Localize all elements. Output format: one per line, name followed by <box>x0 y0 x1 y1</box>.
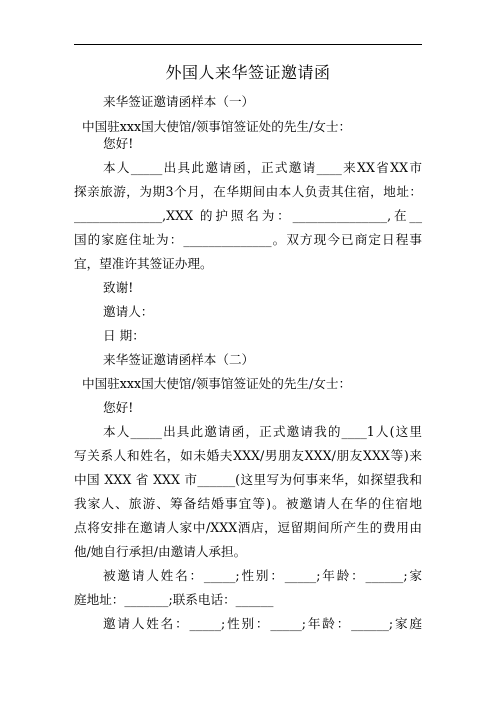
body-line: 本人_____出具此邀请函，正式邀请我的____1人(这里 <box>103 424 422 439</box>
body-line: ______________,XXX 的护照名为：_______________,在__ <box>74 208 422 223</box>
body-line: 本人_____出具此邀请函，正式邀请____来XX省XX市 <box>103 160 422 175</box>
thanks-1: 致谢! <box>103 280 134 295</box>
greeting-2: 您好! <box>103 400 134 415</box>
inviter-info-line: 邀请人姓名：_____;性别：_____;年龄：______;家庭 <box>103 616 422 631</box>
inviter-label-1: 邀请人： <box>103 304 154 319</box>
salutation-2: 中国驻xxx国大使馆/领事馆签证处的先生/女士： <box>82 376 352 391</box>
body-line: 探亲旅游，为期3个月，在华期间由本人负责其住宿，地址： <box>74 184 422 199</box>
invitee-info-line: 庭地址：_______;联系电话：______ <box>74 592 274 607</box>
body-line: 写关系人和姓名，如未婚夫XXX/男朋友XXX/朋友XXX等)来 <box>74 448 422 463</box>
body-line: 国的家庭住址为：______________。双方现今已商定日程事 <box>74 232 422 247</box>
body-line: 我家人、旅游、筹备结婚事宜等)。被邀请人在华的住宿地 <box>74 496 422 511</box>
salutation-1: 中国驻xxx国大使馆/领事馆签证处的先生/女士： <box>82 119 352 134</box>
document-title: 外国人来华签证邀请函 <box>165 63 331 82</box>
sample-heading-2: 来华签证邀请函样本（二） <box>103 352 255 367</box>
body-line: 中国 XXX 省 XXX 市______(这里写为何事来华，如探望我和 <box>74 472 422 487</box>
date-label-1: 日 期： <box>103 328 145 343</box>
header-rule <box>74 44 422 45</box>
body-line: 他/她自行承担/由邀请人承担。 <box>74 544 247 559</box>
invitee-info-line: 被邀请人姓名：_____;性别：_____;年龄：______;家 <box>103 568 422 583</box>
body-line: 宜，望准许其签证办理。 <box>74 256 213 271</box>
body-line: 点将安排在邀请人家中/XXX酒店，逗留期间所产生的费用由 <box>74 520 422 535</box>
greeting-1: 您好! <box>103 136 134 151</box>
sample-heading-1: 来华签证邀请函样本（一） <box>103 94 255 109</box>
